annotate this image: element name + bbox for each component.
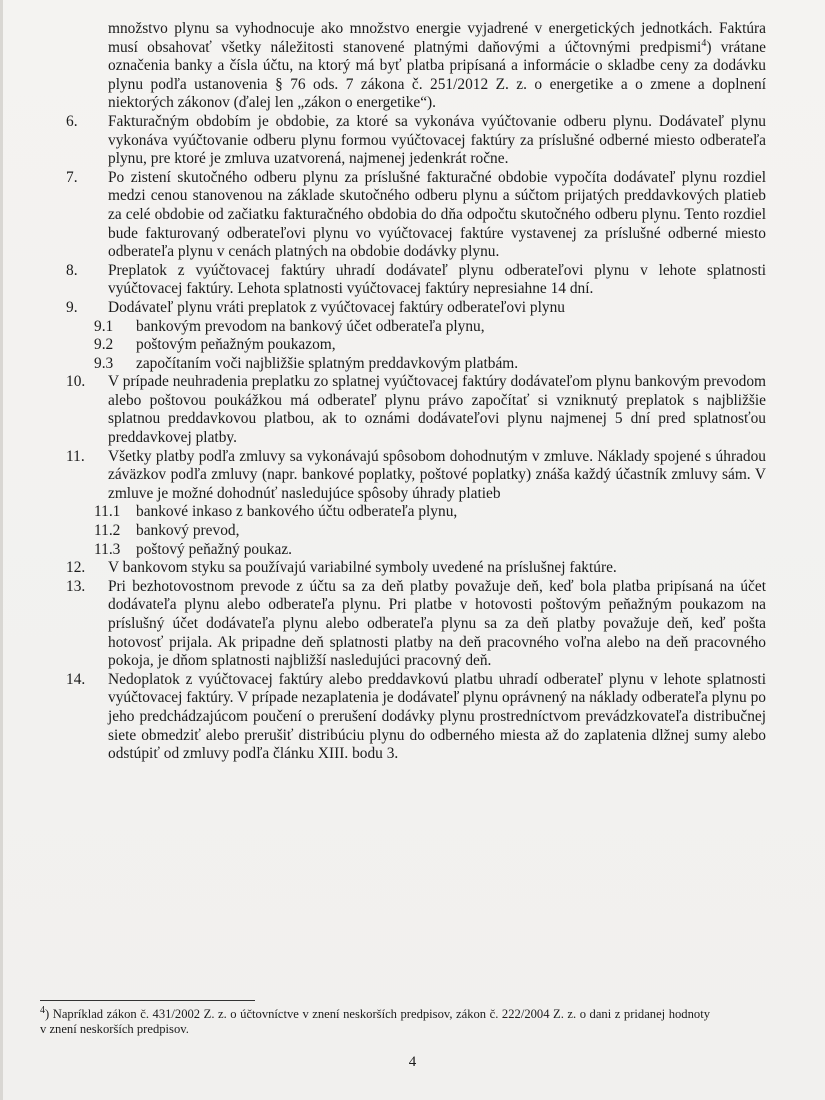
list-item xyxy=(66,373,766,447)
sub-item-text: bankový prevod, xyxy=(136,522,240,540)
list-item xyxy=(66,448,766,504)
sub-item-number: 11.3 xyxy=(94,540,121,558)
footnote-marker: 4 xyxy=(40,1004,45,1016)
item-text: Fakturačným obdobím je obdobie, za ktoré sa vykonáva vyúčtovanie odberu plynu. Dodávateľ plynu vykonáva vyúčtovanie odberu plynu formou vyúčtovacej faktúry za príslušné odberné miesto odberateľa plynu, pre ktoré je zmluva uzatvorená, najmenej jedenkrát ročne. xyxy=(108,112,766,168)
item-number: 9. xyxy=(66,298,78,316)
item-text: Všetky platby podľa zmluvy sa vykonávajú spôsobom dohodnutým v zmluve. Náklady spojené s úhradou záväzkov podľa zmluvy (napr. bankové poplatky, poštové poplatky) znáša každý účastník zmluvy sám. V zmluve je možné dohodnúť nasledujúce spôsoby úhrady platieb xyxy=(108,447,766,502)
item-number: 8. xyxy=(66,261,78,279)
sub-item xyxy=(94,503,766,522)
sub-item-text: poštovým peňažným poukazom, xyxy=(136,336,336,354)
sub-item xyxy=(94,522,766,541)
list-item xyxy=(66,262,766,299)
sub-item-number: 9.2 xyxy=(94,336,114,354)
footnote xyxy=(40,1004,710,1037)
sub-item-number: 9.1 xyxy=(94,317,114,335)
page-edge xyxy=(0,0,3,1100)
sub-item xyxy=(94,541,766,560)
sub-item xyxy=(94,355,766,374)
item-number: 11. xyxy=(66,447,85,465)
sub-item xyxy=(94,336,766,355)
item-text: Dodávateľ plynu vráti preplatok z vyúčtovacej faktúry odberateľovi plynu xyxy=(108,298,565,316)
item-text: V bankovom styku sa používajú variabilné symboly uvedené na príslušnej faktúre. xyxy=(108,559,617,577)
continuation-text: množstvo plynu sa vyhodnocuje ako množstvo energie vyjadrené v energetických jednotkách. Faktúra musí obsahovať všetky náležitosti stanovené platnými daňovými a účtovnými predpismi xyxy=(108,20,766,56)
list-item xyxy=(66,169,766,262)
paragraph-continuation xyxy=(108,20,766,113)
sub-item-number: 11.1 xyxy=(94,503,121,521)
sub-item-text: bankovým prevodom na bankový účet odberateľa plynu, xyxy=(136,317,485,335)
list-item xyxy=(66,299,766,318)
list-item xyxy=(66,559,766,578)
item-number: 12. xyxy=(66,559,86,577)
continuation-rest: ) vrátane označenia banky a čísla účtu, na ktorý má byť platba pripísaná a informácie o skladbe ceny za dodávku plynu podľa ustanovenia § 76 ods. 7 zákona č. 251/2012 Z. z. o energetike a o zmene a doplnení niektorých zákonov (ďalej len „zákon o energetike“). xyxy=(108,38,767,112)
item-number: 14. xyxy=(66,670,86,688)
list-item xyxy=(66,113,766,169)
footnote-text: ) Napríklad zákon č. 431/2002 Z. z. o účtovníctve v znení neskorších predpisov, zákon č. 222/2004 Z. z. o dani z pridanej hodnoty v znení neskorších predpisov. xyxy=(40,1007,710,1036)
body-text xyxy=(66,20,766,764)
list-item xyxy=(66,671,766,764)
item-number: 7. xyxy=(66,168,78,186)
sub-item-text: započítaním voči najbližšie splatným preddavkovým platbám. xyxy=(136,354,519,372)
list-item xyxy=(66,578,766,671)
sub-item-number: 11.2 xyxy=(94,522,121,540)
item-text: Nedoplatok z vyúčtovacej faktúry alebo preddavkovú platbu uhradí odberateľ plynu v lehote splatnosti vyúčtovacej faktúry. V prípade nezaplatenia je dodávateľ plynu oprávnený na náklady odberateľa plynu po jeho predchádzajúcom poučení o prerušení dodávky plynu prostredníctvom prevádzkovateľa distribučnej siete obmedziť alebo prerušiť distribúciu plynu do odberného miesta až do zaplatenia dlžnej sumy alebo odstúpiť od zmluvy podľa článku XIII. bodu 3. xyxy=(108,670,766,763)
footnote-divider xyxy=(40,1000,255,1001)
item-number: 13. xyxy=(66,577,86,595)
item-text: Po zistení skutočného odberu plynu za príslušné fakturačné obdobie vypočíta dodávateľ plynu rozdiel medzi cenou stanovenou na základe skutočného odberu plynu a súčtom prijatých preddavkových platieb za celé obdobie od začiatku fakturačného obdobia do dňa odpočtu skutočného odberu plynu. Tento rozdiel bude fakturovaný odberateľovi plynu vo vyúčtovacej faktúre vystavenej za príslušné odberné miesto odberateľa plynu v cenách platných na obdobie dodávky plynu. xyxy=(108,168,766,261)
sub-item-number: 9.3 xyxy=(94,354,114,372)
item-number: 6. xyxy=(66,112,78,130)
item-number: 10. xyxy=(66,373,86,391)
item-text: V prípade neuhradenia preplatku zo splatnej vyúčtovacej faktúry dodávateľom plynu bankovým prevodom alebo poštovou poukážkou má odberateľ plynu právo započítať si vzniknutý preplatok s najbližšie splatnou preddavkovou platbou, ak to oznámi dodávateľovi plynu najmenej 5 dní pred splatnosťou preddavkovej platby. xyxy=(108,373,766,447)
item-text: Preplatok z vyúčtovacej faktúry uhradí dodávateľ plynu odberateľovi plynu v lehote splatnosti vyúčtovacej faktúry. Lehota splatnosti vyúčtovacej faktúry nepresiahne 14 dní. xyxy=(108,261,766,298)
sub-item-text: bankové inkaso z bankového účtu odberateľa plynu, xyxy=(136,503,458,521)
footnote-ref: 4 xyxy=(701,37,707,49)
page-number: 4 xyxy=(408,1054,417,1070)
sub-item-text: poštový peňažný poukaz. xyxy=(136,540,293,558)
sub-item xyxy=(94,318,766,337)
item-text: Pri bezhotovostnom prevode z účtu sa za deň platby považuje deň, keď bola platba pripísaná na účet dodávateľa plynu alebo odberateľa plynu. Pri platbe v hotovosti poštovým peňažným poukazom na príslušný účet dodávateľa plynu alebo odberateľa plynu sa za deň platby považuje deň, keď pošta hotovosť prijala. Ak pripadne deň splatnosti platby na deň pracovného voľna alebo na deň pracovného pokoja, je dňom splatnosti najbližší nasledujúci pracovný deň. xyxy=(108,577,766,670)
